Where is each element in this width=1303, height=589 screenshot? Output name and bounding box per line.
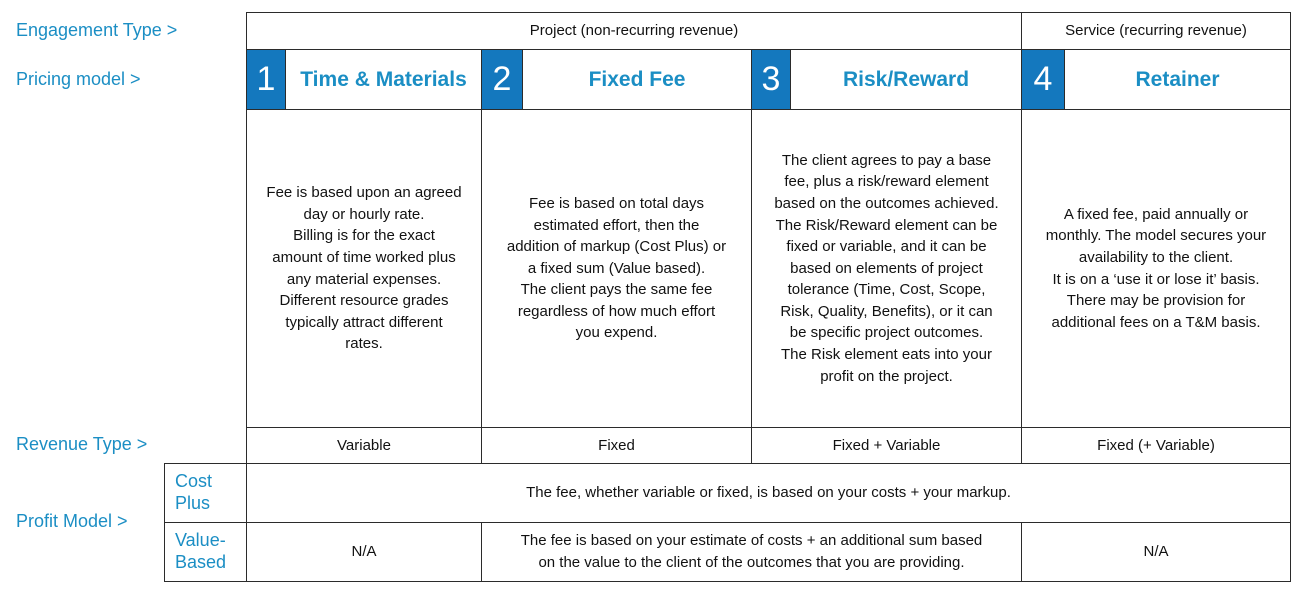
model-3-description: The client agrees to pay a base fee, plus a risk/reward element based on the outcomes achieved. The Risk/Reward element can be fixed or variable, and it can be based on elements of project tolerance (Time, Cost, Scope, Risk, Quality, Benefits), or it can be specific project outcomes. The Risk element eats into your profit on the project. [774, 151, 999, 385]
model-1-description: Fee is based upon an agreed day or hourly rate. Billing is for the exact amount of time worked plus any material expenses. Different resource grades typically attract different rates. [266, 184, 462, 353]
model-2-revenue: Fixed [598, 436, 635, 454]
model-3-revenue-cell [751, 427, 1022, 464]
profit-value-fixed-risk-cell [481, 522, 1022, 582]
model-1-revenue: Variable [337, 436, 391, 454]
model-2-title: Fixed Fee [522, 49, 752, 110]
model-3-revenue: Fixed + Variable [832, 436, 941, 454]
profit-value-tm-text: N/A [351, 543, 377, 561]
profit-cost-plus-label: Cost Plus [164, 463, 247, 523]
engagement-type-label: Engagement Type > [16, 20, 178, 40]
model-1-description-cell [246, 109, 482, 428]
model-1-revenue-cell [246, 427, 482, 464]
model-2-number: 2 [481, 49, 523, 110]
model-4-title: Retainer [1064, 49, 1291, 110]
profit-cost-plus-cell [246, 463, 1291, 523]
model-3-number: 3 [751, 49, 791, 110]
profit-model-label: Profit Model > [16, 511, 128, 531]
engagement-service-cell [1021, 12, 1291, 50]
model-4-description-cell [1021, 109, 1291, 428]
engagement-service-text: Service (recurring revenue) [1065, 22, 1247, 40]
model-4-revenue: Fixed (+ Variable) [1097, 436, 1215, 454]
model-2-revenue-cell [481, 427, 752, 464]
profit-cost-plus-text: The fee, whether variable or fixed, is based on your costs + your markup. [526, 484, 1011, 502]
engagement-project-cell [246, 12, 1022, 50]
profit-value-retainer-cell [1021, 522, 1291, 582]
pricing-model-label: Pricing model > [16, 69, 141, 89]
model-3-title: Risk/Reward [790, 49, 1022, 110]
profit-value-fixed-risk-text: The fee is based on your estimate of costs + an additional sum based on the value to the client of the outcomes that you are providing. [520, 532, 983, 571]
model-1-title: Time & Materials [285, 49, 482, 110]
engagement-project-text: Project (non-recurring revenue) [529, 22, 739, 40]
model-4-number: 4 [1021, 49, 1065, 110]
model-4-description: A fixed fee, paid annually or monthly. The model secures your availability to the client. It is on a ‘use it or lose it’ basis. There may be provision for additional fees on a T&M basis. [1045, 205, 1267, 331]
profit-value-tm-cell [246, 522, 482, 582]
model-3-description-cell [751, 109, 1022, 428]
revenue-type-label: Revenue Type > [16, 434, 148, 454]
profit-value-based-label: Value- Based [164, 522, 247, 582]
model-2-description: Fee is based on total days estimated effort, then the addition of markup (Cost Plus) or a fixed sum (Value based). The client pays the same fee regardless of how much effort you expend. [506, 194, 727, 342]
model-1-number: 1 [246, 49, 286, 110]
profit-value-retainer-text: N/A [1143, 543, 1169, 561]
model-4-revenue-cell [1021, 427, 1291, 464]
model-2-description-cell [481, 109, 752, 428]
